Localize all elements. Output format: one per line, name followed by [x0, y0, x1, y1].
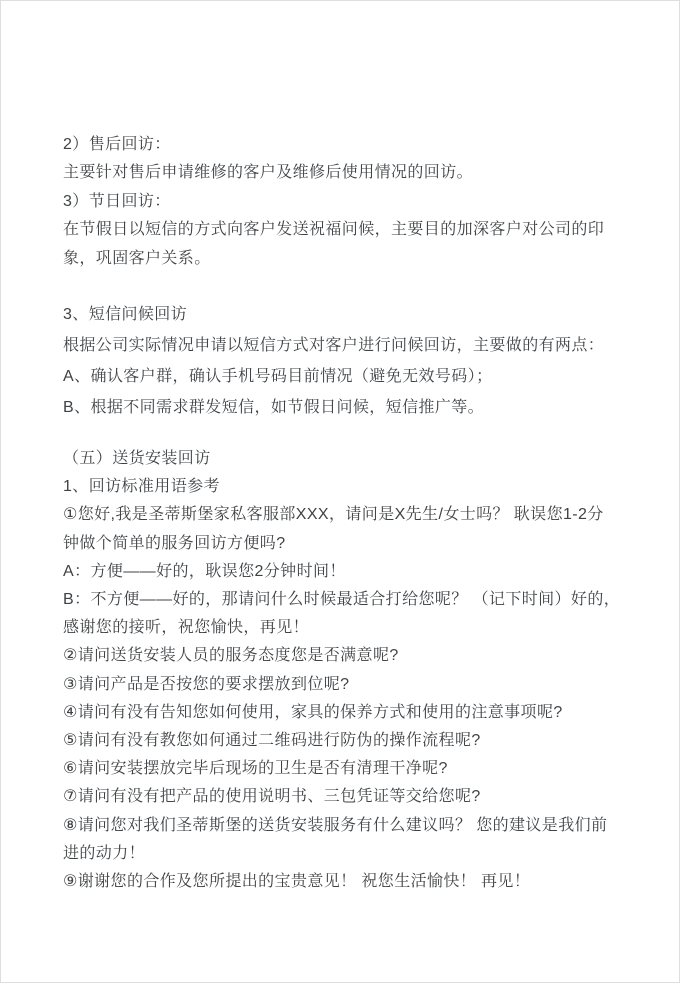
text-line: ②请问送货安装人员的服务态度您是否满意呢? — [63, 647, 399, 665]
text-line: 主要针对售后申请维修的客户及维修后使用情况的回访。 — [63, 164, 474, 182]
text-line: 1、回访标准用语参考 — [63, 478, 220, 496]
section-delivery-installation-callback — [63, 443, 621, 894]
text-line: ①您好,我是圣蒂斯堡家私客服部XXX，请问是X先生/女士吗？ 耿误您1-2分 — [63, 506, 604, 524]
text-line: ⑥请问安装摆放完毕后现场的卫生是否有清理干净呢? — [63, 760, 448, 778]
text-line: 象，巩固客户关系。 — [63, 249, 211, 267]
document-content — [63, 128, 621, 894]
text-line: ④请问有没有告知您如何使用，家具的保养方式和使用的注意事项呢? — [63, 703, 563, 721]
text-line: 2）售后回访： — [63, 135, 171, 153]
section-after-sales-and-festival-callback — [63, 128, 621, 271]
text-line: 在节假日以短信的方式向客户发送祝福问候，主要目的加深客户对公司的印 — [63, 221, 605, 239]
text-line: 根据公司实际情况申请以短信方式对客户进行问候回访，主要做的有两点： — [63, 336, 605, 354]
text-line: A、确认客户群，确认手机号码目前情况（避免无效号码）； — [63, 367, 493, 385]
text-line: 钟做个简单的服务回访方便吗? — [63, 534, 286, 552]
text-line: 感谢您的接听，祝您愉快，再见！ — [63, 619, 310, 637]
text-line: ⑦请问有没有把产品的使用说明书、三包凭证等交给您呢? — [63, 788, 481, 806]
text-line: ⑨谢谢您的合作及您所提出的宝贵意见！ 祝您生活愉快！ 再见！ — [63, 872, 531, 890]
text-line: B、根据不同需求群发短信，如节假日问候，短信推广等。 — [63, 398, 485, 416]
text-line: 3）节日回访： — [63, 192, 171, 210]
text-line: 3、短信问候回访 — [63, 305, 188, 323]
text-line: （五）送货安装回访 — [63, 450, 211, 468]
text-line: A：方便——好的，耿误您2分钟时间！ — [63, 562, 346, 580]
section-sms-greeting-callback — [63, 297, 621, 421]
text-line: ⑧请问您对我们圣蒂斯堡的送货安装服务有什么建议吗？ 您的建议是我们前 — [63, 816, 608, 834]
text-line: ⑤请问有没有教您如何通过二维码进行防伪的操作流程呢? — [63, 731, 481, 749]
text-line: B：不方便——好的，那请问什么时候最适合打给您呢？ （记下时间）好的， — [63, 591, 621, 609]
text-line: ③请问产品是否按您的要求摆放到位呢? — [63, 675, 350, 693]
text-line: 进的动力！ — [63, 844, 146, 862]
